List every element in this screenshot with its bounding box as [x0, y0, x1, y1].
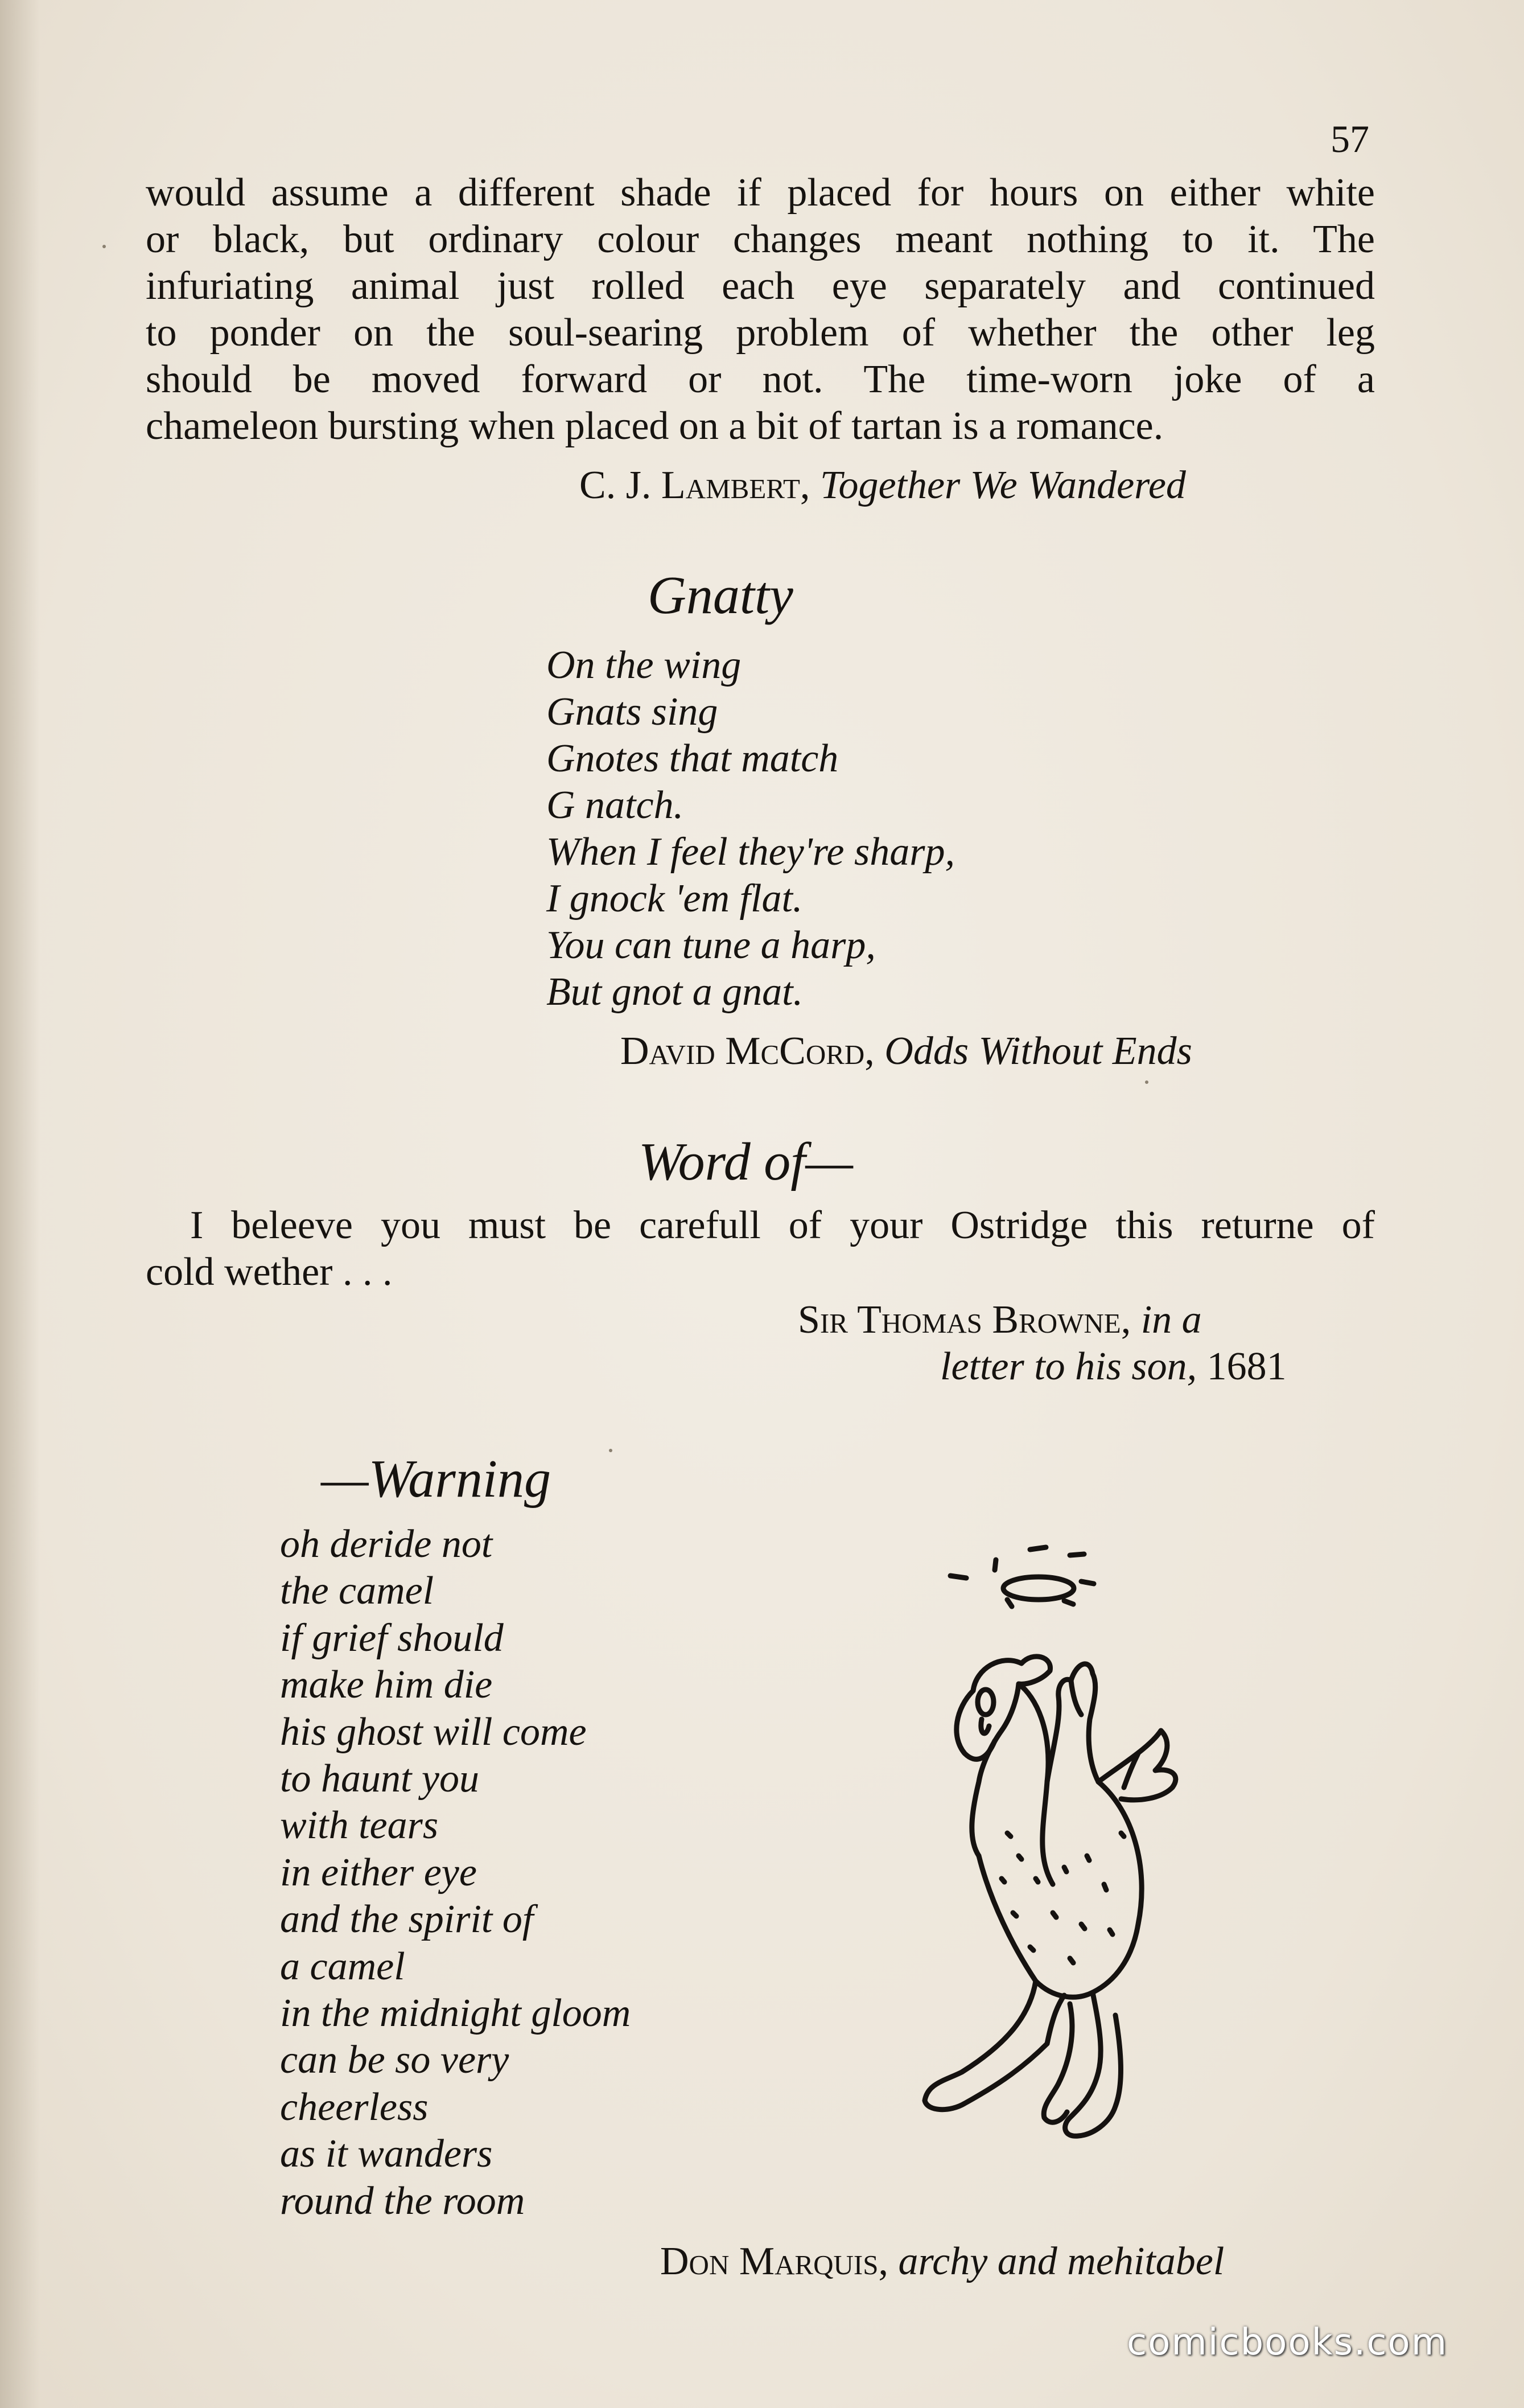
- word-of-year: 1681: [1206, 1345, 1287, 1388]
- gnatty-title: Gnatty: [648, 566, 793, 625]
- poem-line: round the room: [280, 2179, 525, 2223]
- word-of-line: I beleeve you must be carefull of your Ostridge this returne of: [190, 1203, 1375, 1247]
- word-of-attribution-2: [940, 1343, 1287, 1390]
- poem-line: the camel: [280, 1569, 434, 1613]
- poem-line: You can tune a harp,: [546, 923, 876, 967]
- gnatty-source: Odds Without Ends: [884, 1029, 1192, 1073]
- poem-line: in the midnight gloom: [280, 1991, 631, 2036]
- poem-line: can be so very: [280, 2038, 509, 2082]
- word-of-attribution: [798, 1297, 1202, 1343]
- page-edge-shadow: [0, 0, 40, 2408]
- poem-line: Gnotes that match: [546, 737, 839, 780]
- poem-line: to haunt you: [280, 1757, 479, 1801]
- poem-line: I gnock 'em flat.: [546, 877, 803, 921]
- warning-source: archy and mehitabel: [898, 2239, 1225, 2283]
- gnatty-poem: [546, 642, 955, 1016]
- poem-line: as it wanders: [280, 2132, 493, 2176]
- prose-source: Together We Wandered: [819, 463, 1186, 507]
- poem-line: if grief should: [280, 1616, 504, 1660]
- word-of-text: [146, 1202, 1375, 1296]
- prose-line: or black, but ordinary colour changes meant nothing to it. The: [146, 217, 1375, 261]
- poem-line: When I feel they're sharp,: [546, 830, 955, 874]
- poem-line: Gnats sing: [546, 690, 718, 734]
- warning-author: Don Marquis,: [660, 2239, 888, 2283]
- gnatty-author: David McCord,: [620, 1029, 875, 1073]
- watermark: comicbooks.com: [1127, 2321, 1448, 2364]
- poem-line: and the spirit of: [280, 1897, 534, 1942]
- poem-line: cheerless: [280, 2085, 429, 2129]
- prose-line: should be moved forward or not. The time-worn joke of a: [146, 357, 1375, 401]
- prose-line: chameleon bursting when placed on a bit of tartan is a romance.: [146, 404, 1164, 448]
- warning-attribution: [660, 2238, 1224, 2285]
- prose-attribution: [579, 462, 1186, 509]
- poem-line: in either eye: [280, 1850, 477, 1895]
- prose-line: to ponder on the soul-searing problem of whether the other leg: [146, 311, 1375, 355]
- poem-line: his ghost will come: [280, 1710, 587, 1754]
- prose-author: C. J. Lambert,: [579, 463, 810, 507]
- poem-line: G natch.: [546, 783, 684, 827]
- prose-line: would assume a different shade if placed for hours on either white: [146, 171, 1375, 215]
- paper-speck: [609, 1449, 612, 1452]
- camel-ghost-icon: [865, 1514, 1263, 2175]
- word-of-author: Sir Thomas Browne,: [798, 1298, 1131, 1342]
- page-number: 57: [1331, 117, 1369, 161]
- gnatty-attribution: [620, 1028, 1192, 1075]
- word-of-note-2: letter to his son,: [940, 1345, 1197, 1388]
- paper-speck: [102, 245, 106, 248]
- poem-line: with tears: [280, 1803, 439, 1848]
- poem-line: On the wing: [546, 643, 742, 687]
- paper-speck: [1145, 1080, 1148, 1084]
- prose-line: infuriating animal just rolled each eye separately and continued: [146, 264, 1375, 308]
- warning-poem: [280, 1521, 631, 2225]
- word-of-line: cold wether . . .: [146, 1250, 393, 1294]
- poem-line: make him die: [280, 1663, 493, 1707]
- poem-line: a camel: [280, 1944, 405, 1988]
- word-of-title: Word of—: [639, 1132, 853, 1191]
- warning-title: —Warning: [321, 1449, 551, 1509]
- prose-excerpt: [146, 170, 1375, 450]
- poem-line: But gnot a gnat.: [546, 970, 804, 1014]
- poem-line: oh deride not: [280, 1522, 493, 1566]
- word-of-note: in a: [1140, 1298, 1202, 1342]
